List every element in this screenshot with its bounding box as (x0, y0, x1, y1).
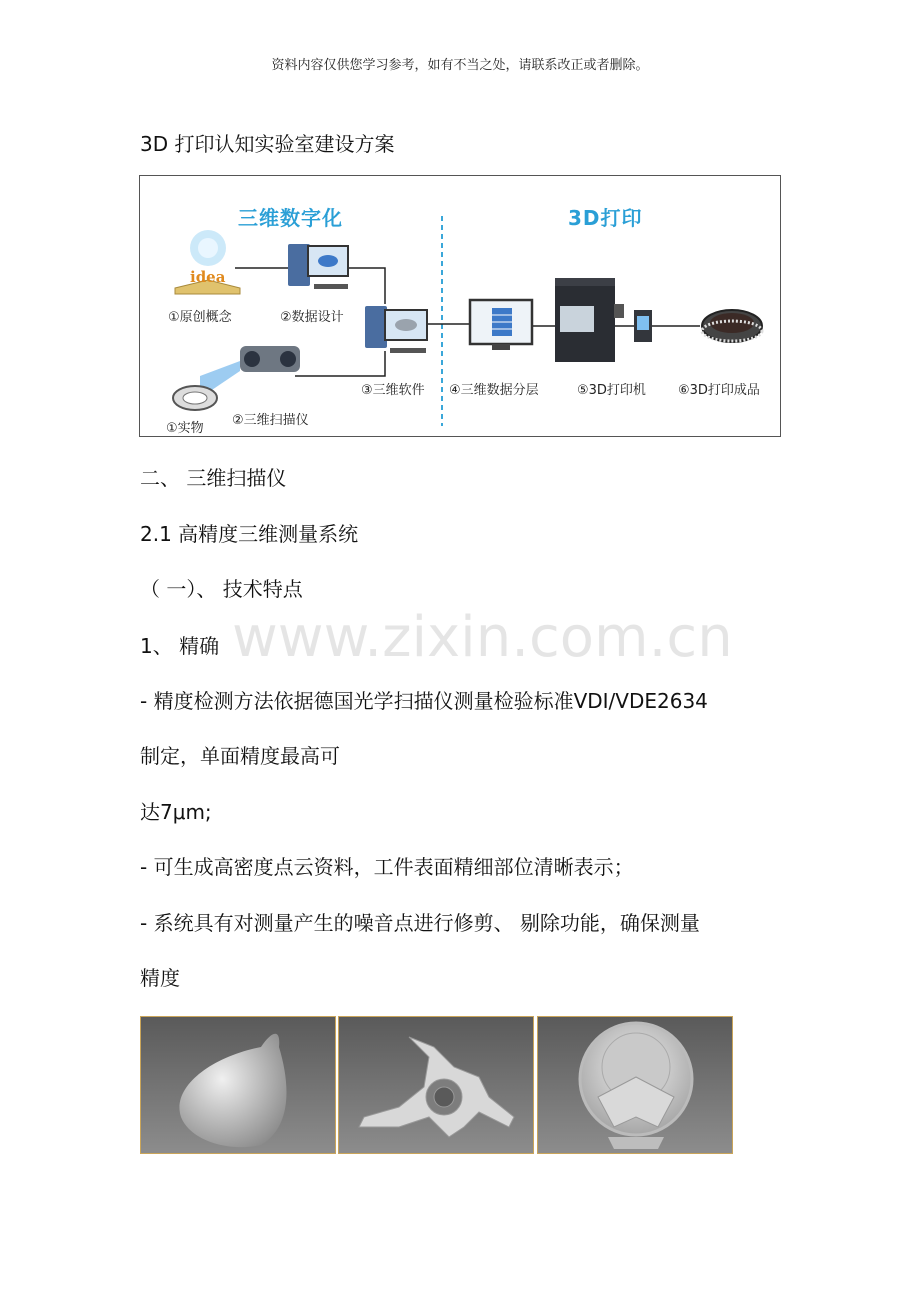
bullet-3-line-2: 精度 (140, 966, 180, 990)
label-object: ①实物 (166, 421, 204, 436)
label-printer: ⑤3D打印机 (577, 383, 646, 398)
scanner-icon (200, 346, 300, 398)
product-icon (702, 310, 762, 342)
digitization-title: 三维数字化 (238, 206, 343, 230)
object-icon (173, 386, 217, 410)
bullet-1-line-2: 制定，单面精度最高可 (140, 744, 340, 768)
scan-image-emblem (537, 1016, 733, 1154)
label-layer: ④三维数据分层 (449, 383, 539, 398)
subsection-heading: 2.1 高精度三维测量系统 (140, 522, 359, 546)
watermark: www.zixin.com.cn (232, 605, 733, 670)
scan-image-golf-club (140, 1016, 336, 1154)
bullet-3-line-1: - 系统具有对测量产生的噪音点进行修剪、 剔除功能，确保测量 (140, 911, 700, 935)
label-design: ②数据设计 (280, 310, 344, 325)
printer-icon (555, 278, 624, 362)
header-note: 资料内容仅供您学习参考，如有不当之处，请联系改正或者删除。 (271, 58, 649, 73)
design-computer-icon (288, 244, 348, 289)
idea-text: idea (190, 268, 226, 286)
workflow-diagram (139, 175, 781, 437)
scan-image-knuckle (338, 1016, 534, 1154)
item-heading: 1、 精确 (140, 634, 220, 658)
printing-title: 3D打印 (568, 206, 643, 230)
software-computer-icon (365, 306, 427, 353)
label-software: ③三维软件 (361, 383, 425, 398)
document-title: 3D 打印认知实验室建设方案 (140, 132, 395, 156)
bullet-1-line-3: 达7μm; (140, 800, 212, 824)
section-heading: 二、 三维扫描仪 (140, 466, 287, 490)
label-product: ⑥3D打印成品 (678, 383, 760, 398)
bullet-2: - 可生成高密度点云资料，工件表面精细部位清晰表示； (140, 855, 634, 879)
sub-sub-heading: （ 一）、 技术特点 (140, 577, 303, 601)
label-concept: ①原创概念 (168, 310, 232, 325)
small-printer-icon (634, 310, 652, 342)
bullet-1-line-1: - 精度检测方法依据德国光学扫描仪测量检验标准VDI/VDE2634 (140, 689, 708, 713)
layer-monitor-icon (470, 300, 532, 350)
label-scanner: ②三维扫描仪 (232, 413, 309, 428)
